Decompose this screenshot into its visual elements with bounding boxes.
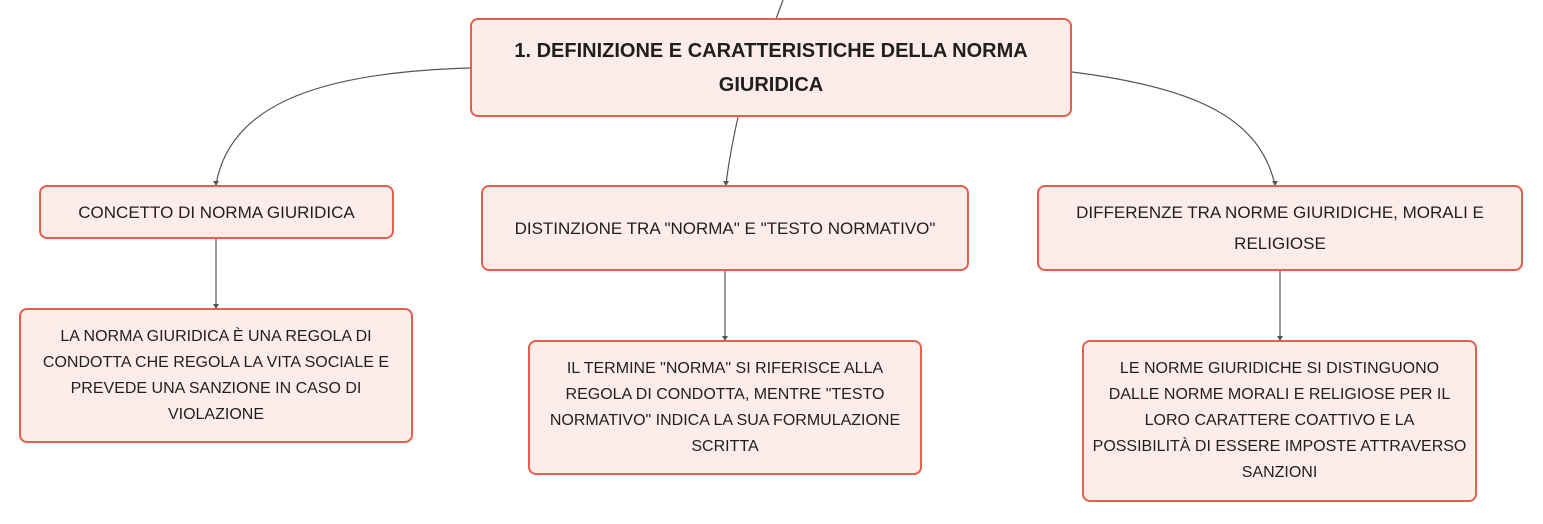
topic-node-concetto[interactable] — [39, 185, 394, 239]
connector-root-topic2 — [726, 117, 738, 185]
detail-node-distinzione[interactable] — [528, 340, 922, 475]
topic-label: DISTINZIONE TRA "NORMA" E "TESTO NORMATIVO" — [514, 218, 936, 238]
connector-parent-in — [776, 0, 783, 19]
root-topic-node[interactable] — [470, 18, 1072, 117]
detail-node-concetto[interactable] — [19, 308, 413, 443]
topic-node-distinzione[interactable] — [481, 185, 969, 271]
connector-root-topic1 — [216, 68, 470, 185]
detail-node-differenze[interactable] — [1082, 340, 1477, 502]
detail-label: LA NORMA GIURIDICA È UNA REGOLA DI CONDOTTA CHE REGOLA LA VITA SOCIALE E PREVEDE UNA SANZIONE IN CASO DI VIOLAZIONE — [42, 327, 390, 423]
topic-label: CONCETTO DI NORMA GIURIDICA — [78, 202, 355, 222]
detail-label: IL TERMINE "NORMA" SI RIFERISCE ALLA REGOLA DI CONDOTTA, MENTRE "TESTO NORMATIVO" INDICA LA SUA FORMULAZIONE SCRITTA — [549, 359, 901, 455]
topic-label: DIFFERENZE TRA NORME GIURIDICHE, MORALI E RELIGIOSE — [1076, 203, 1484, 253]
connector-root-topic3 — [1072, 72, 1275, 185]
topic-node-differenze[interactable] — [1037, 185, 1523, 271]
root-topic-label: 1. DEFINIZIONE E CARATTERISTICHE DELLA NORMA GIURIDICA — [514, 39, 1028, 96]
detail-label: LE NORME GIURIDICHE SI DISTINGUONO DALLE NORME MORALI E RELIGIOSE PER IL LORO CARATTERE COATTIVO E LA POSSIBILITÀ DI ESSERE IMPOSTE ATTRAVERSO SANZIONI — [1092, 360, 1467, 481]
